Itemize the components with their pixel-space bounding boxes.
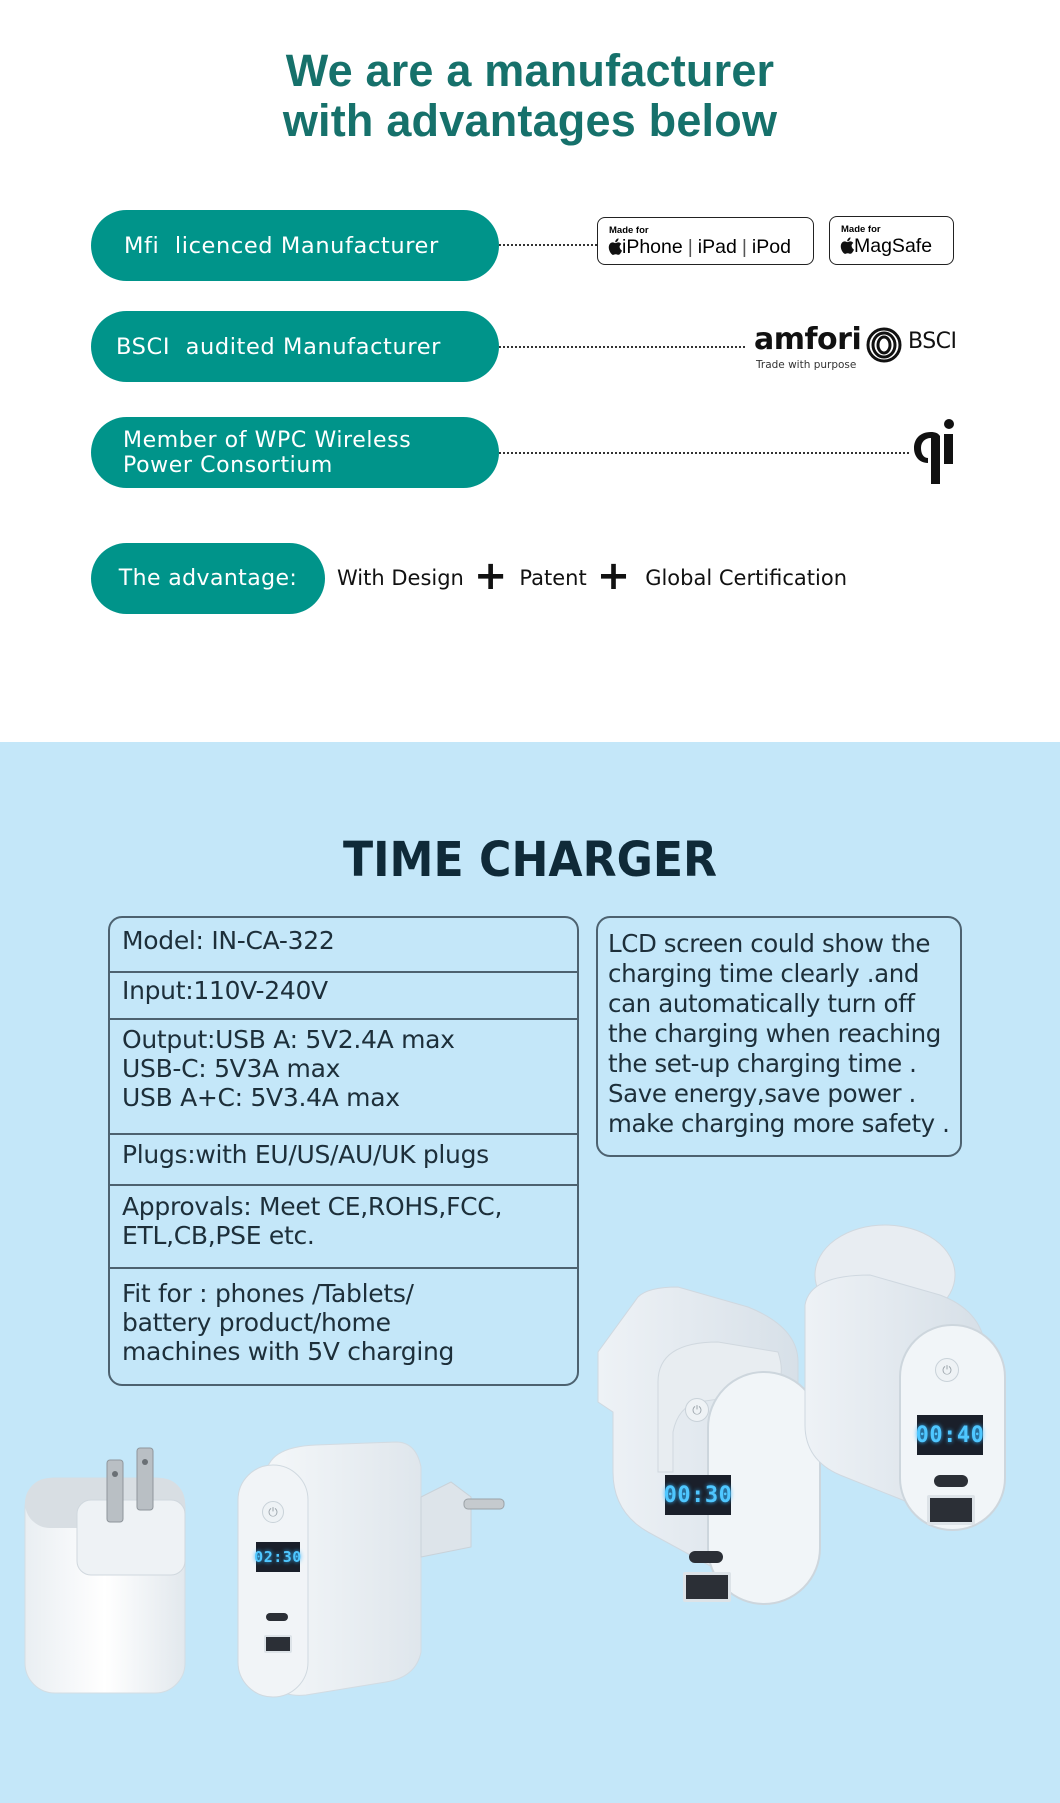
power-button-icon: ⏻ — [685, 1398, 709, 1422]
wpc-label-line-1: Member of WPC Wireless — [123, 427, 412, 453]
bsci-label: BSCI audited Manufacturer — [116, 333, 441, 360]
advantage-item-certification: Global Certification — [645, 566, 848, 590]
us-plug-charger-image — [22, 1440, 192, 1705]
made-for-magsafe-badge — [829, 216, 954, 265]
mfi-label: Mfi licenced Manufacturer — [124, 232, 439, 259]
connector-line-bsci — [499, 346, 745, 348]
lcd-display-uk: 00:30 — [665, 1475, 731, 1515]
usb-c-port-icon — [934, 1475, 968, 1487]
spec-row-model: Model: IN-CA-322 — [110, 918, 577, 973]
power-button-icon: ⏻ — [935, 1358, 959, 1382]
usb-c-port-icon — [266, 1613, 288, 1621]
wpc-pill — [91, 417, 499, 488]
lcd-display-eu: 02:30 — [256, 1542, 300, 1572]
advantage-item-design: With Design — [337, 566, 464, 590]
power-button-icon: ⏻ — [262, 1501, 284, 1523]
hero-title-line-1: We are a manufacturer — [285, 45, 775, 96]
usb-a-port-icon — [927, 1495, 975, 1525]
advantage-items — [337, 553, 848, 599]
hero-title-line-2: with advantages below — [282, 95, 778, 146]
spec-row-output: Output:USB A: 5V2.4A max USB-C: 5V3A max USB A+C: 5V3.4A max — [110, 1020, 577, 1135]
au-charger-illustration — [800, 1215, 1020, 1535]
spec-row-plugs: Plugs:with EU/US/AU/UK plugs — [110, 1135, 577, 1186]
usb-c-port-icon — [689, 1551, 723, 1563]
hero-title — [0, 46, 1060, 146]
mfi-pill — [91, 210, 499, 281]
badge-small-text: Made for — [609, 225, 649, 236]
usb-a-port-icon — [264, 1635, 292, 1653]
badge-main-text: iPhone | iPad | iPod — [608, 236, 791, 259]
eu-plug-charger-image — [236, 1437, 536, 1712]
amfori-ring-icon — [866, 327, 902, 363]
advantage-label: The advantage: — [118, 566, 298, 591]
plus-icon: + — [473, 553, 508, 599]
advantage-pill — [91, 543, 325, 614]
advantage-item-patent: Patent — [519, 566, 587, 590]
badge-small-text: Made for — [841, 224, 881, 235]
apple-logo-icon — [840, 237, 854, 254]
made-for-iphone-badge — [597, 217, 814, 265]
qi-logo-icon — [913, 418, 957, 486]
bsci-pill — [91, 311, 499, 382]
connector-line-mfi — [499, 244, 597, 246]
product-title: TIME CHARGER — [342, 832, 718, 888]
amfori-wordmark: amfori — [754, 322, 862, 357]
au-plug-charger-image — [800, 1215, 1020, 1540]
usb-a-port-icon — [683, 1572, 731, 1602]
badge-main-text: MagSafe — [840, 235, 932, 258]
amfori-tagline: Trade with purpose — [756, 359, 857, 371]
description-box: LCD screen could show the charging time clearly .and can automatically turn off the charging when reaching the set-up charging time . Save energy,save power . make charging more safety . — [596, 916, 962, 1157]
bsci-text: BSCI — [908, 329, 957, 354]
us-charger-illustration — [22, 1440, 192, 1700]
eu-charger-illustration — [236, 1437, 536, 1707]
spec-table — [108, 916, 579, 1386]
spec-row-approvals: Approvals: Meet CE,ROHS,FCC, ETL,CB,PSE etc. — [110, 1186, 577, 1269]
connector-line-wpc — [499, 452, 909, 454]
lcd-display-au: 00:40 — [917, 1415, 983, 1455]
wpc-label-line-2: Power Consortium — [123, 452, 333, 478]
apple-logo-icon — [608, 238, 622, 255]
spec-row-fit-for: Fit for : phones /Tablets/ battery product/home machines with 5V charging — [122, 1279, 455, 1366]
spec-row-input: Input:110V-240V — [110, 973, 577, 1020]
plus-icon: + — [596, 553, 631, 599]
